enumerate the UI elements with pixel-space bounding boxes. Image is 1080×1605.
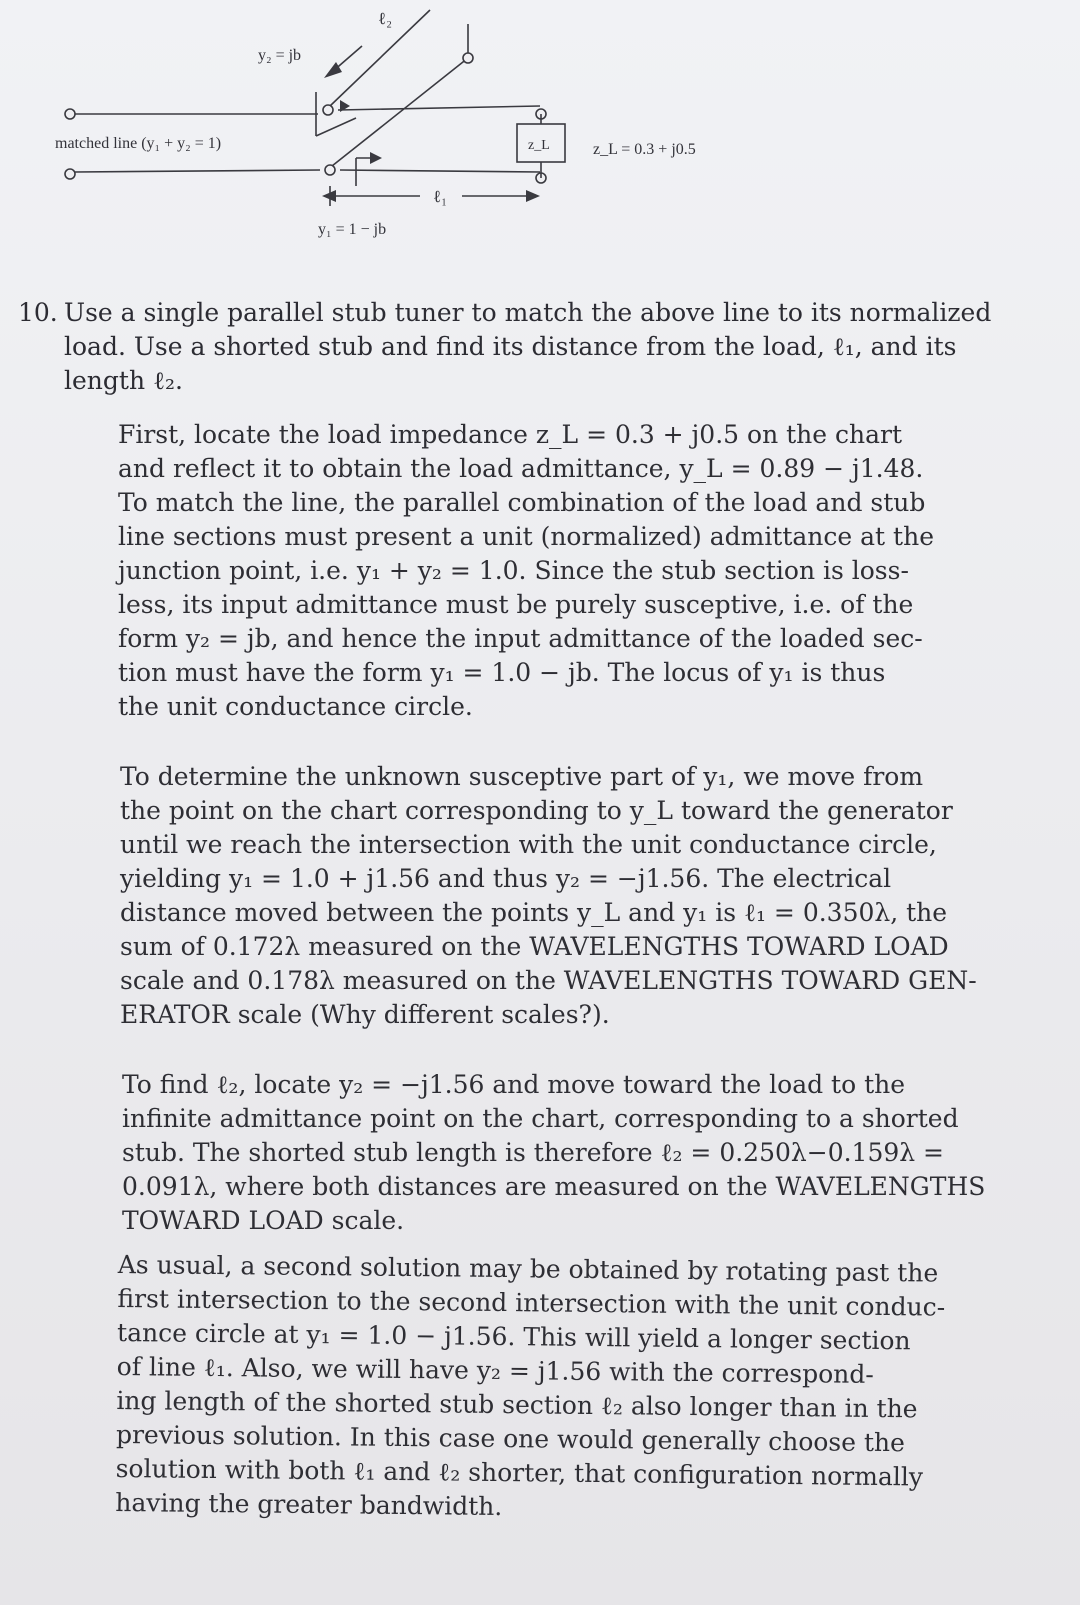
text-line: scale and 0.178λ measured on the WAVELENGTHS TOWARD GEN- (120, 966, 977, 995)
l1-label: ℓ₁ (433, 187, 448, 206)
l1-arrow-left (322, 190, 336, 202)
text-line: tion must have the form y₁ = 1.0 − jb. The locus of y₁ is thus (118, 658, 886, 687)
text-line: line sections must present a unit (normalized) admittance at the (118, 522, 934, 551)
y2-arrow-head (324, 62, 342, 78)
matched-line-label: matched line (y₁ + y₂ = 1) (55, 135, 222, 152)
problem-line-2: load. Use a shorted stub and find its distance from the load, ℓ₁, and its (64, 332, 957, 361)
text-line: the point on the chart corresponding to y_L toward the generator (120, 796, 953, 825)
text-line: To match the line, the parallel combination of the load and stub (118, 488, 926, 517)
top-line-right (338, 106, 540, 110)
left-terminal-bottom (65, 169, 75, 179)
text-line: tance circle at y₁ = 1.0 − j1.56. This will yield a longer section (116, 1317, 911, 1356)
text-line: To find ℓ₂, locate y₂ = −j1.56 and move toward the load to the (122, 1070, 906, 1099)
solution-paragraph-1 (118, 418, 934, 724)
text-line: previous solution. In this case one would generally choose the (115, 1419, 906, 1458)
junction-top (323, 105, 333, 115)
zl-box-label: z_L (528, 138, 550, 153)
text-line: of line ℓ₁. Also, we will have y₂ = j1.56 with the correspond- (116, 1351, 874, 1389)
text-line: form y₂ = jb, and hence the input admittance of the loaded sec- (118, 624, 923, 653)
text-line: the unit conductance circle. (118, 692, 473, 721)
problem-number: 10. (18, 298, 58, 327)
y1-label: y₁ = 1 − jb (318, 221, 387, 238)
text-line: yielding y₁ = 1.0 + j1.56 and thus y₂ = −j1.56. The electrical (120, 864, 892, 893)
problem-line-1: 10. Use a single parallel stub tuner to match the above line to its normalized (18, 296, 1003, 330)
stub-end-terminal (463, 53, 473, 63)
l2-label: ℓ₂ (378, 9, 393, 28)
l1-arrow-right (526, 190, 540, 202)
text-line: infinite admittance point on the chart, corresponding to a shorted (122, 1104, 959, 1133)
text-line: less, its input admittance must be purely susceptive, i.e. of the (118, 590, 914, 619)
y2-label: y₂ = jb (258, 47, 302, 64)
text-line: ERATOR scale (Why different scales?). (120, 1000, 610, 1029)
text-line: having the greater bandwidth. (115, 1487, 503, 1522)
bottom-line-right (340, 170, 540, 172)
text-line: first intersection to the second intersection with the unit conduc- (117, 1283, 946, 1322)
text-line: First, locate the load impedance z_L = 0.3 + j0.5 on the chart (118, 420, 903, 449)
stub-tuner-diagram (0, 0, 1080, 260)
text-line: 0.091λ, where both distances are measured on the WAVELENGTHS (122, 1172, 986, 1201)
text-line: junction point, i.e. y₁ + y₂ = 1.0. Since the stub section is loss- (118, 556, 909, 585)
zl-value-label: z_L = 0.3 + j0.5 (593, 141, 696, 158)
text-line: ing length of the shorted stub section ℓ₂ also longer than in the (116, 1385, 918, 1424)
text-line: stub. The shorted stub length is therefore ℓ₂ = 0.250λ−0.159λ = (122, 1138, 944, 1167)
left-terminal-top (65, 109, 75, 119)
text-line: sum of 0.172λ measured on the WAVELENGTHS TOWARD LOAD (120, 932, 949, 961)
junction-bottom (325, 165, 335, 175)
stub-short-diag (316, 118, 356, 136)
solution-paragraph-2 (120, 760, 977, 1032)
y1-arrow-head (370, 152, 382, 164)
text-line: until we reach the intersection with the unit conductance circle, (120, 830, 937, 859)
text-line: solution with both ℓ₁ and ℓ₂ shorter, that configuration normally (115, 1453, 924, 1492)
stub-lower (332, 58, 468, 166)
text-line: To determine the unknown susceptive part of y₁, we move from (120, 762, 924, 791)
problem-statement (18, 296, 1003, 398)
solution-paragraph-4 (115, 1248, 946, 1529)
problem-line-3: length ℓ₂. (64, 366, 183, 395)
text-line: distance moved between the points y_L and y₁ is ℓ₁ = 0.350λ, the (120, 898, 948, 927)
text-line: and reflect it to obtain the load admittance, y_L = 0.89 − j1.48. (118, 454, 924, 483)
bottom-line-left (75, 170, 320, 172)
text-line: As usual, a second solution may be obtained by rotating past the (117, 1249, 939, 1288)
text-line: TOWARD LOAD scale. (122, 1206, 405, 1235)
solution-paragraph-3 (122, 1068, 986, 1238)
